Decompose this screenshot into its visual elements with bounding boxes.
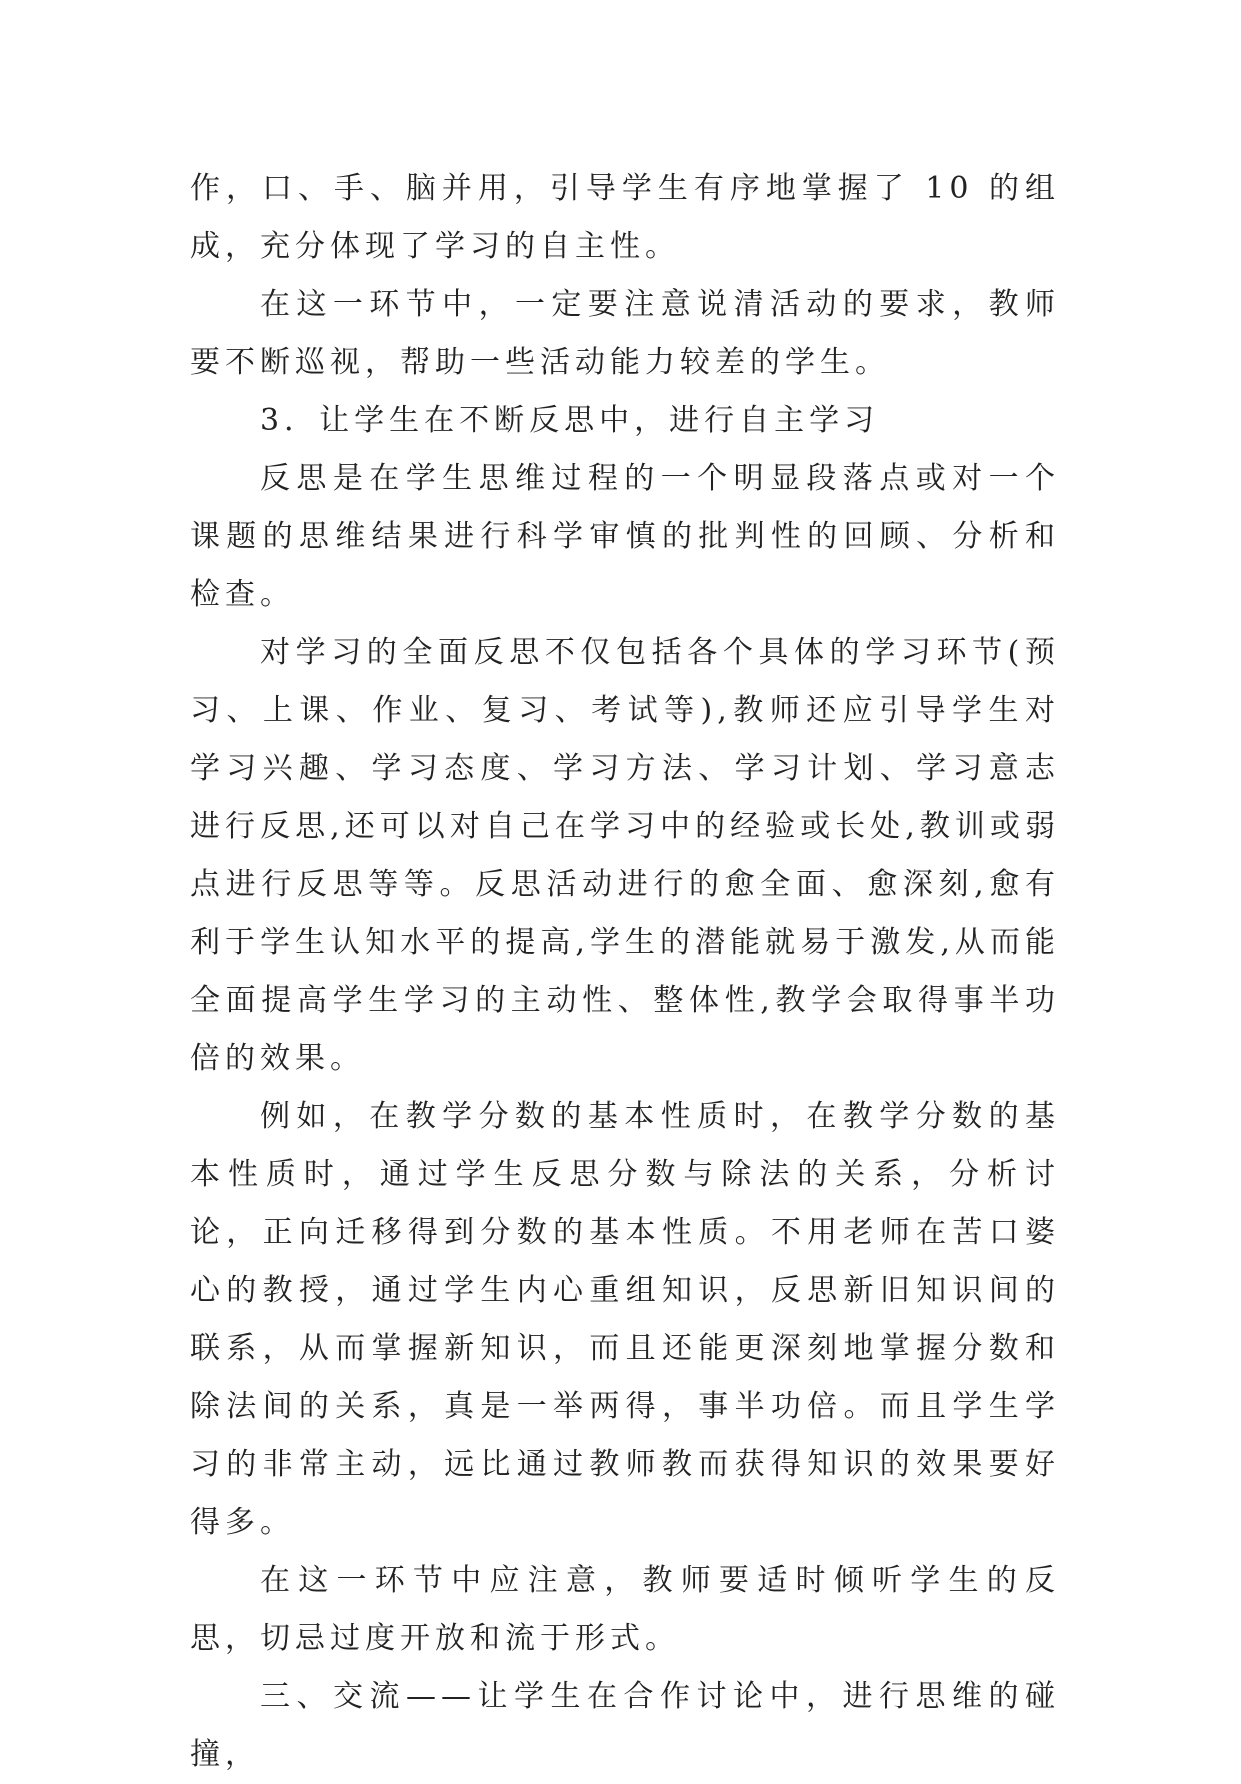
paragraph-1: 作，口、手、脑并用，引导学生有序地掌握了 10 的组成，充分体现了学习的自主性。 [190,171,1060,264]
section-heading-3: 3．让学生在不断反思中，进行自主学习 [260,403,880,438]
paragraph-5: 对学习的全面反思不仅包括各个具体的学习环节(预习、上课、作业、复习、考试等),教师还应引导学生对学习兴趣、学习态度、学习方法、学习计划、学习意志进行反思,还可以对自己在学习中的经验或长处,教训或弱点进行反思等等。反思活动进行的愈全面、愈深刻,愈有利于学生认知水平的提高,学生的潜能就易于激发,从而能全面提高学生学习的主动性、整体性,教学会取得事半功倍的效果。 [190,635,1060,1076]
paragraph-2: 在这一环节中，一定要注意说清活动的要求，教师要不断巡视，帮助一些活动能力较差的学生。 [190,287,1060,380]
section-heading-three: 三、交流——让学生在合作讨论中，进行思维的碰撞， [190,1679,1060,1772]
paragraph-6: 例如，在教学分数的基本性质时，在教学分数的基本性质时，通过学生反思分数与除法的关系，分析讨论，正向迁移得到分数的基本性质。不用老师在苦口婆心的教授，通过学生内心重组知识，反思新旧知识间的联系，从而掌握新知识，而且还能更深刻地掌握分数和除法间的关系，真是一举两得，事半功倍。而且学生学习的非常主动，远比通过教师教而获得知识的效果要好得多。 [190,1099,1060,1540]
paragraph-4: 反思是在学生思维过程的一个明显段落点或对一个课题的思维结果进行科学审慎的批判性的回顾、分析和检查。 [190,461,1060,612]
paragraph-7: 在这一环节中应注意，教师要适时倾听学生的反思，切忌过度开放和流于形式。 [190,1563,1060,1656]
document-body [190,160,1060,1784]
